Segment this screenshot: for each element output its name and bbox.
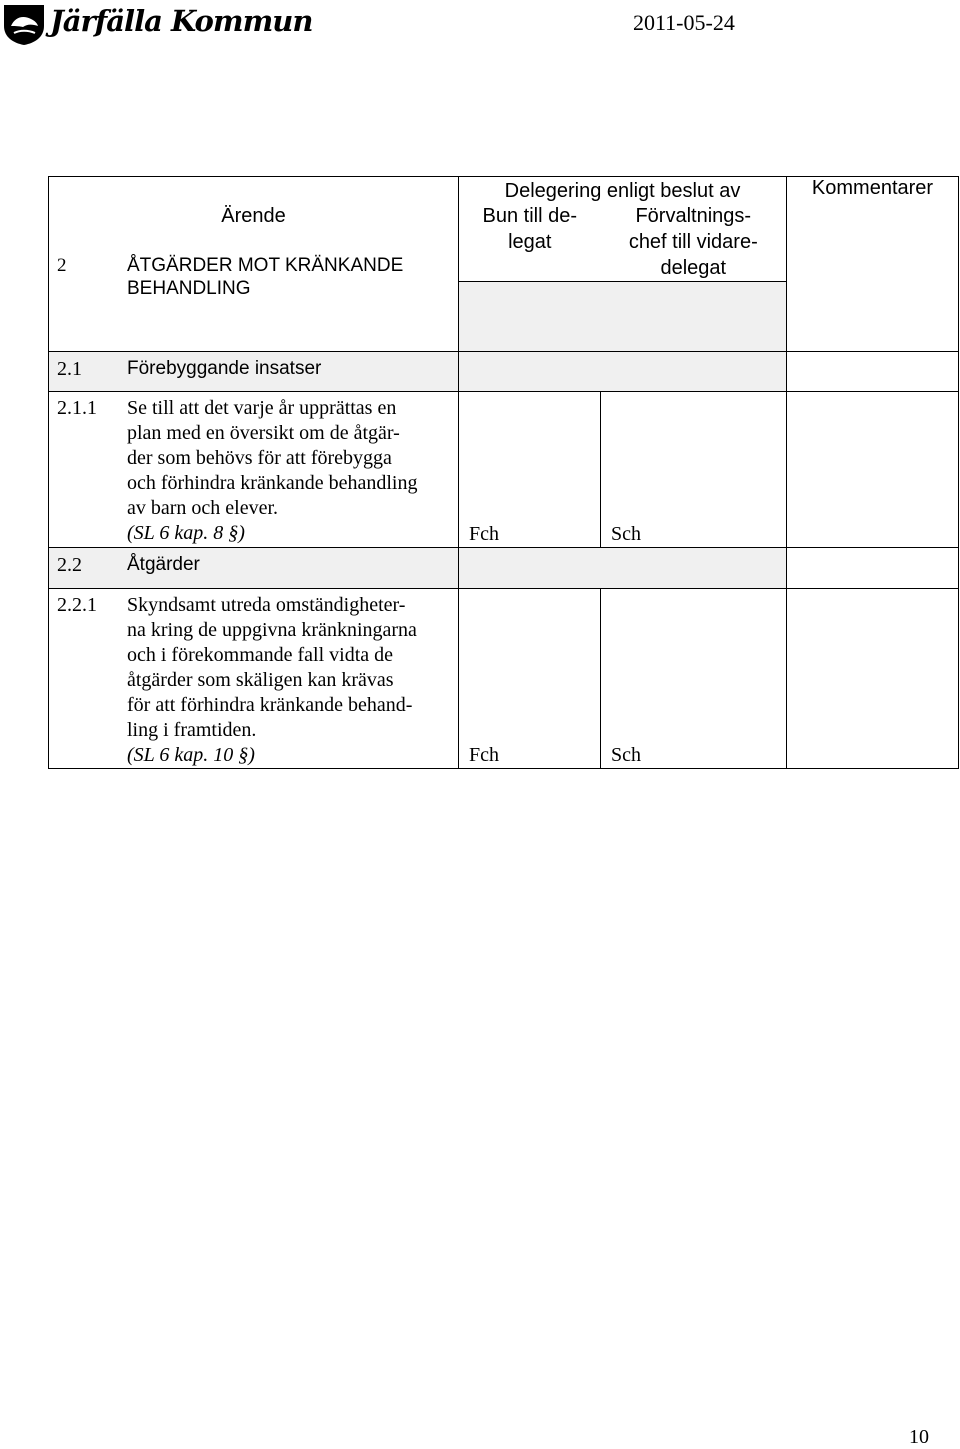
comment-cell: [787, 589, 959, 769]
page-header: [0, 0, 960, 50]
subsection-heading: [49, 548, 458, 577]
bun-delegate-cell: [459, 589, 601, 769]
bun-delegate-cell: [459, 392, 601, 548]
municipality-logo-text: Järfälla Kommun: [50, 4, 313, 38]
delegering-header-cell: [459, 177, 787, 282]
comment-cell: [787, 548, 959, 589]
arende-column-header: Ärende: [221, 205, 286, 227]
subsection-heading: [49, 352, 458, 381]
item-number: 2.2.1: [57, 594, 97, 616]
subsection-number: 2.2: [57, 554, 82, 576]
document-date: 2011-05-24: [633, 10, 735, 35]
item-text: Se till att det varje år upprättas en plan med en översikt om de åtgär- der som behövs för att förebygga och förhindra kränkande behandling av barn och elever.: [127, 397, 418, 519]
arende-header-cell: [49, 177, 459, 352]
item-cell: [49, 589, 459, 769]
item-reference: (SL 6 kap. 10 §): [127, 744, 255, 766]
delegation-item: [49, 392, 458, 546]
item-text: Skyndsamt utreda omständigheter- na kring de uppgivna kränkningarna och i förekommande fall vidta de åtgärder som skäligen kan krävas för att förhindra kränkande behand- ling i framtiden.: [127, 594, 417, 741]
forvaltning-delegate-value: Sch: [611, 744, 641, 766]
delegering-subheaders: [459, 203, 786, 281]
bun-column-header: Bun till de- legat: [482, 205, 578, 253]
municipality-crest-icon: [2, 2, 46, 46]
section-number: 2: [57, 255, 67, 276]
subsection-number: 2.1: [57, 358, 82, 380]
forvaltning-delegate-cell: [601, 392, 787, 548]
item-reference: (SL 6 kap. 8 §): [127, 522, 245, 544]
forvaltningschef-column-header: Förvaltnings- chef till vidare- delegat: [628, 205, 758, 279]
delegering-column-header: Delegering enligt beslut av: [504, 180, 741, 202]
forvaltning-delegate-value: Sch: [611, 523, 641, 545]
subsection-title: Förebyggande insatser: [127, 358, 322, 379]
subsection-blank-cell: [459, 352, 787, 392]
subsection-title: Åtgärder: [127, 554, 200, 575]
item-cell: [49, 392, 459, 548]
bun-delegate-value: Fch: [469, 744, 499, 766]
bun-delegate-value: Fch: [469, 523, 499, 545]
kommentarer-column-header: Kommentarer: [787, 177, 959, 352]
delegation-item: [49, 589, 458, 768]
item-number: 2.1.1: [57, 397, 97, 419]
subsection-heading-cell: [49, 548, 459, 589]
comment-cell: [787, 392, 959, 548]
comment-cell: [787, 352, 959, 392]
section-blank-cell: [459, 282, 787, 352]
subsection-blank-cell: [459, 548, 787, 589]
page-number: 10: [909, 1426, 929, 1448]
section-title: ÅTGÄRDER MOT KRÄNKANDE BEHANDLING: [127, 255, 404, 299]
forvaltning-delegate-cell: [601, 589, 787, 769]
subsection-heading-cell: [49, 352, 459, 392]
section-heading: [49, 254, 458, 300]
delegation-table: [48, 176, 959, 769]
